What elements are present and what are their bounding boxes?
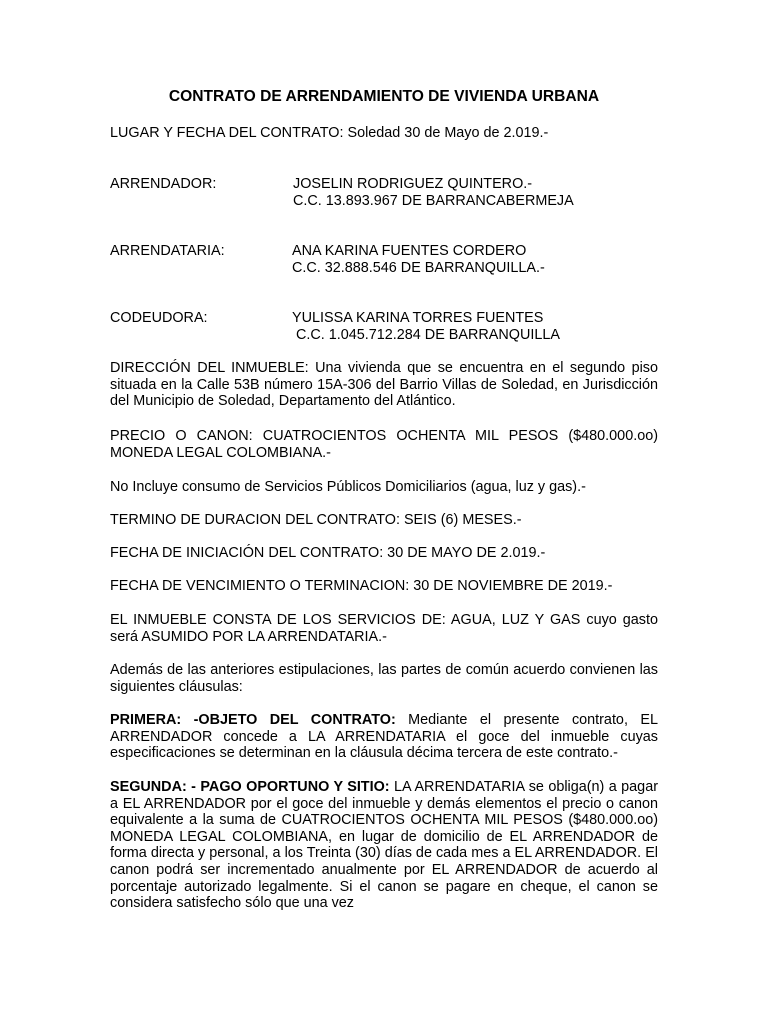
clausula-primera-heading: PRIMERA: -OBJETO DEL CONTRATO:: [110, 712, 396, 728]
arrendataria-name: ANA KARINA FUENTES CORDERO: [292, 243, 527, 259]
fecha-vencimiento-line: FECHA DE VENCIMIENTO O TERMINACION: 30 DE NOVIEMBRE DE 2019.-: [110, 578, 613, 594]
lugar-fecha-line: LUGAR Y FECHA DEL CONTRATO: Soledad 30 de Mayo de 2.019.-: [110, 125, 549, 141]
arrendador-id: C.C. 13.893.967 DE BARRANCABERMEJA: [293, 193, 574, 209]
arrendador-label: ARRENDADOR:: [110, 176, 217, 192]
codeudora-id: C.C. 1.045.712.284 DE BARRANQUILLA: [296, 327, 560, 343]
direccion-paragraph: DIRECCIÓN DEL INMUEBLE: Una vivienda que se encuentra en el segundo piso situada en la Calle 53B número 15A-306 del Barrio Villas de Soledad, en Jurisdicción del Municipio de Soledad, Departamento del Atlántico.: [110, 360, 658, 410]
arrendataria-id: C.C. 32.888.546 DE BARRANQUILLA.-: [292, 260, 545, 276]
arrendador-name: JOSELIN RODRIGUEZ QUINTERO.-: [293, 176, 533, 192]
ademas-paragraph: Además de las anteriores estipulaciones, las partes de común acuerdo convienen las siguientes cláusulas:: [110, 662, 658, 695]
clausula-segunda: [110, 779, 658, 912]
precio-paragraph: PRECIO O CANON: CUATROCIENTOS OCHENTA MIL PESOS ($480.000.oo) MONEDA LEGAL COLOMBIANA.-: [110, 428, 658, 461]
servicios-paragraph: EL INMUEBLE CONSTA DE LOS SERVICIOS DE: AGUA, LUZ Y GAS cuyo gasto será ASUMIDO POR LA ARRENDATARIA.-: [110, 612, 658, 645]
clausula-segunda-text: LA ARRENDATARIA se obliga(n) a pagar a EL ARRENDADOR por el goce del inmueble y demás elementos el precio o canon equivalente a la suma de CUATROCIENTOS OCHENTA MIL PESOS ($480.000.oo) MONEDA LEGAL COLOMBIANA, en lugar de domicilio de EL ARRENDADOR de forma directa y personal, a los Treinta (30) días de cada mes a EL ARRENDADOR. El canon podrá ser incrementado anualmente por EL ARRENDADOR de acuerdo al porcentaje autorizado legalmente. Si el canon se pagare en cheque, el canon se considera satisfecho sólo que una vez: [110, 779, 658, 912]
no-incluye-line: No Incluye consumo de Servicios Públicos Domiciliarios (agua, luz y gas).-: [110, 479, 586, 495]
fecha-inicio-line: FECHA DE INICIACIÓN DEL CONTRATO: 30 DE MAYO DE 2.019.-: [110, 545, 546, 561]
clausula-primera: [110, 712, 658, 762]
codeudora-name: YULISSA KARINA TORRES FUENTES: [292, 310, 544, 326]
codeudora-label: CODEUDORA:: [110, 310, 208, 326]
termino-line: TERMINO DE DURACION DEL CONTRATO: SEIS (6) MESES.-: [110, 512, 522, 528]
arrendataria-label: ARRENDATARIA:: [110, 243, 225, 259]
clausula-primera-text: Mediante el presente contrato, EL ARRENDADOR concede a LA ARRENDATARIA el goce del inmueble cuyas especificaciones se determinan en la cláusula décima tercera de este contrato.-: [110, 712, 658, 762]
clausula-segunda-heading: SEGUNDA: - PAGO OPORTUNO Y SITIO:: [110, 779, 390, 795]
document-title: CONTRATO DE ARRENDAMIENTO DE VIVIENDA URBANA: [168, 88, 600, 105]
